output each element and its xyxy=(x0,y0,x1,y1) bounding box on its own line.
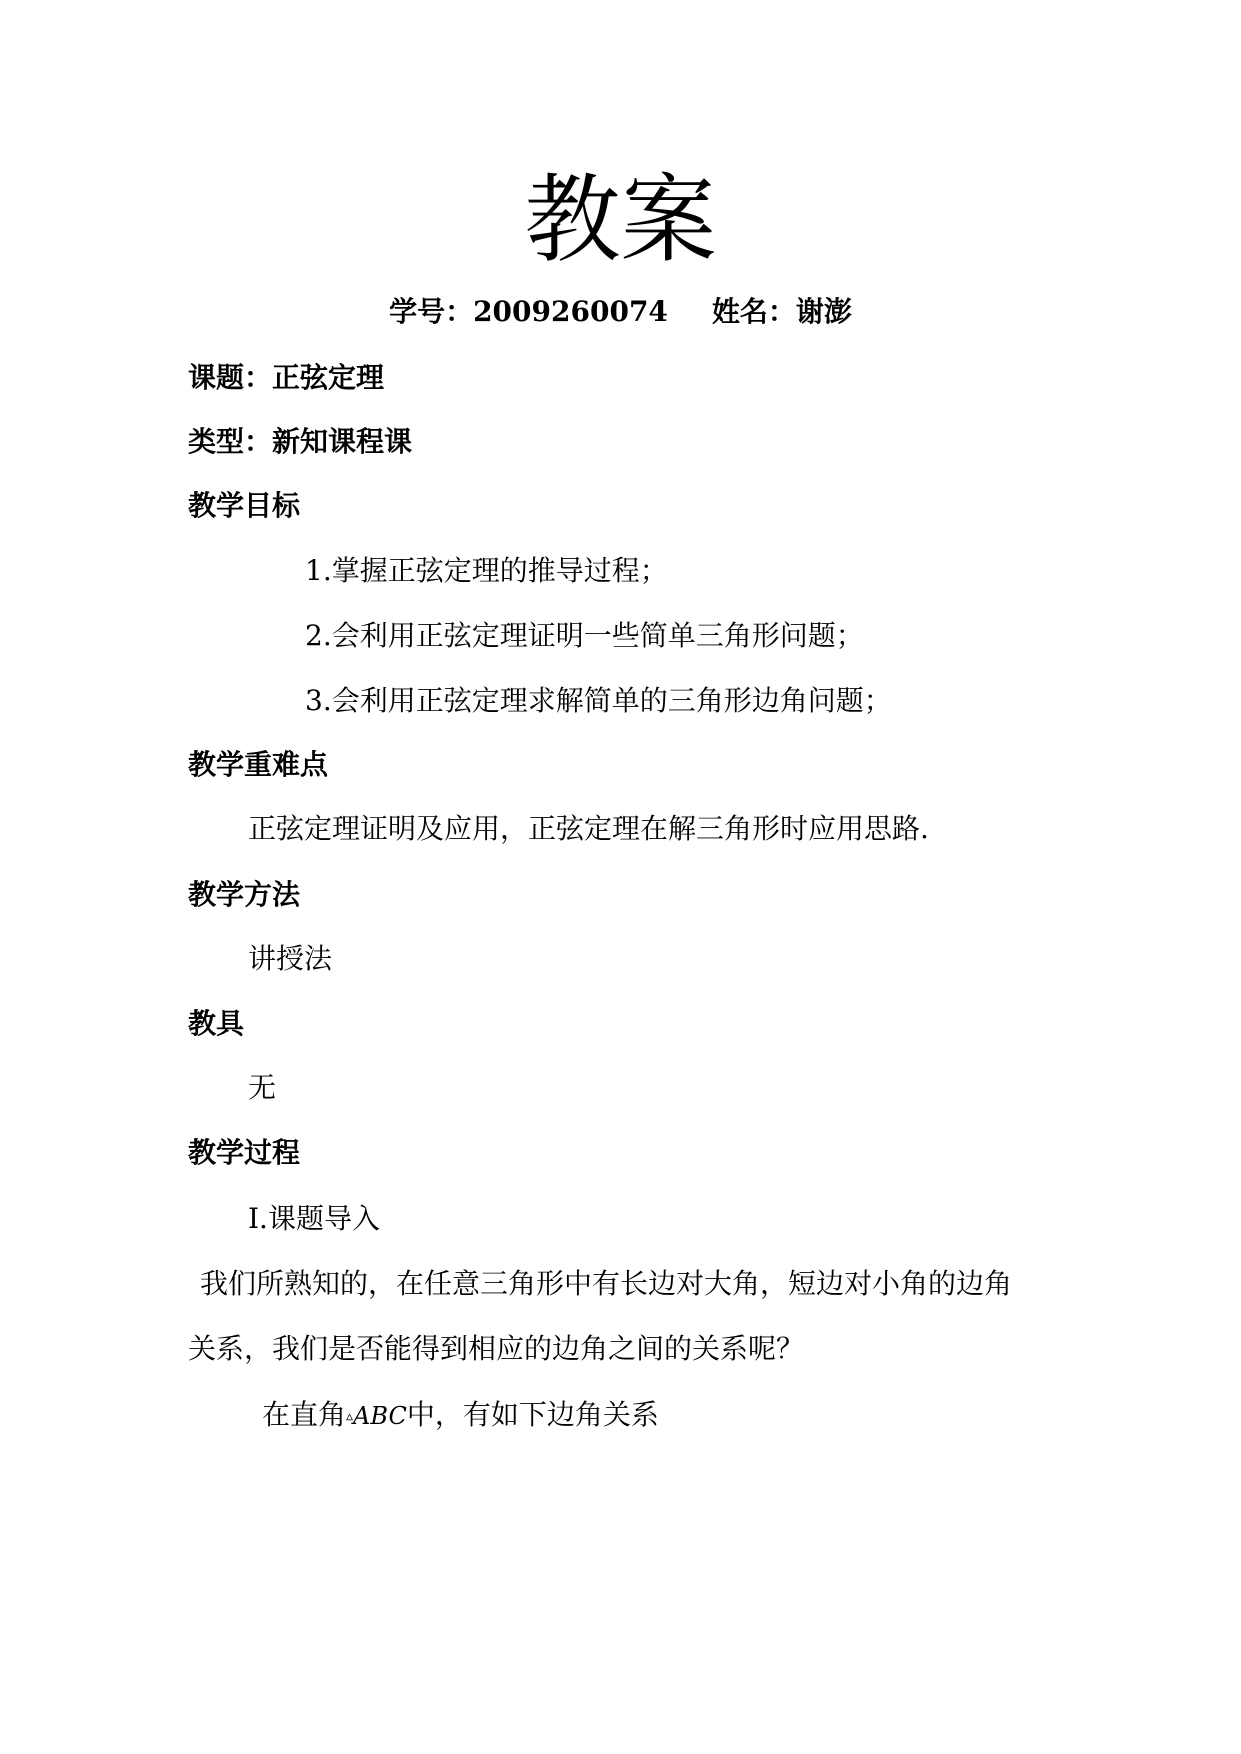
triangle-name: ABC xyxy=(353,1402,407,1430)
right-triangle-line xyxy=(262,1395,659,1437)
keypoints-heading: 教学重难点 xyxy=(188,748,329,781)
topic-line xyxy=(188,358,384,398)
right-triangle-suffix: 中，有如下边角关系 xyxy=(406,1398,659,1431)
type-label: 类型： xyxy=(188,425,273,458)
tools-heading: 教具 xyxy=(188,1007,245,1040)
process-heading: 教学过程 xyxy=(188,1136,301,1169)
page-title: 教案 xyxy=(524,164,717,276)
method-text: 讲授法 xyxy=(248,942,333,975)
section-heading: Ⅰ.课题导入 xyxy=(248,1202,380,1235)
topic-value: 正弦定理 xyxy=(272,361,385,394)
triangle-icon: ▵ xyxy=(346,1408,354,1425)
student-id: 2009260074 xyxy=(473,295,668,328)
tools-text: 无 xyxy=(248,1071,277,1104)
intro-paragraph-line: 我们所熟知的，在任意三角形中有长边对大角，短边对小角的边角 xyxy=(200,1267,1013,1300)
objective-item: 1.掌握正弦定理的推导过程； xyxy=(305,554,668,587)
objective-item: 2.会利用正弦定理证明一些简单三角形问题； xyxy=(305,619,864,652)
student-info-line xyxy=(0,292,1241,332)
intro-paragraph-line: 关系，我们是否能得到相应的边角之间的关系呢？ xyxy=(188,1332,805,1365)
objectives-heading: 教学目标 xyxy=(188,489,301,522)
method-heading: 教学方法 xyxy=(188,878,301,911)
student-id-label: 学号： xyxy=(389,295,474,328)
student-name: 谢澎 xyxy=(795,295,852,328)
topic-label: 课题： xyxy=(188,361,273,394)
name-label: 姓名： xyxy=(711,295,796,328)
objective-item: 3.会利用正弦定理求解简单的三角形边角问题； xyxy=(305,684,892,717)
keypoints-text: 正弦定理证明及应用，正弦定理在解三角形时应用思路. xyxy=(248,812,929,845)
right-triangle-prefix: 在直角 xyxy=(262,1398,347,1431)
type-line xyxy=(188,422,412,462)
type-value: 新知课程课 xyxy=(272,425,413,458)
